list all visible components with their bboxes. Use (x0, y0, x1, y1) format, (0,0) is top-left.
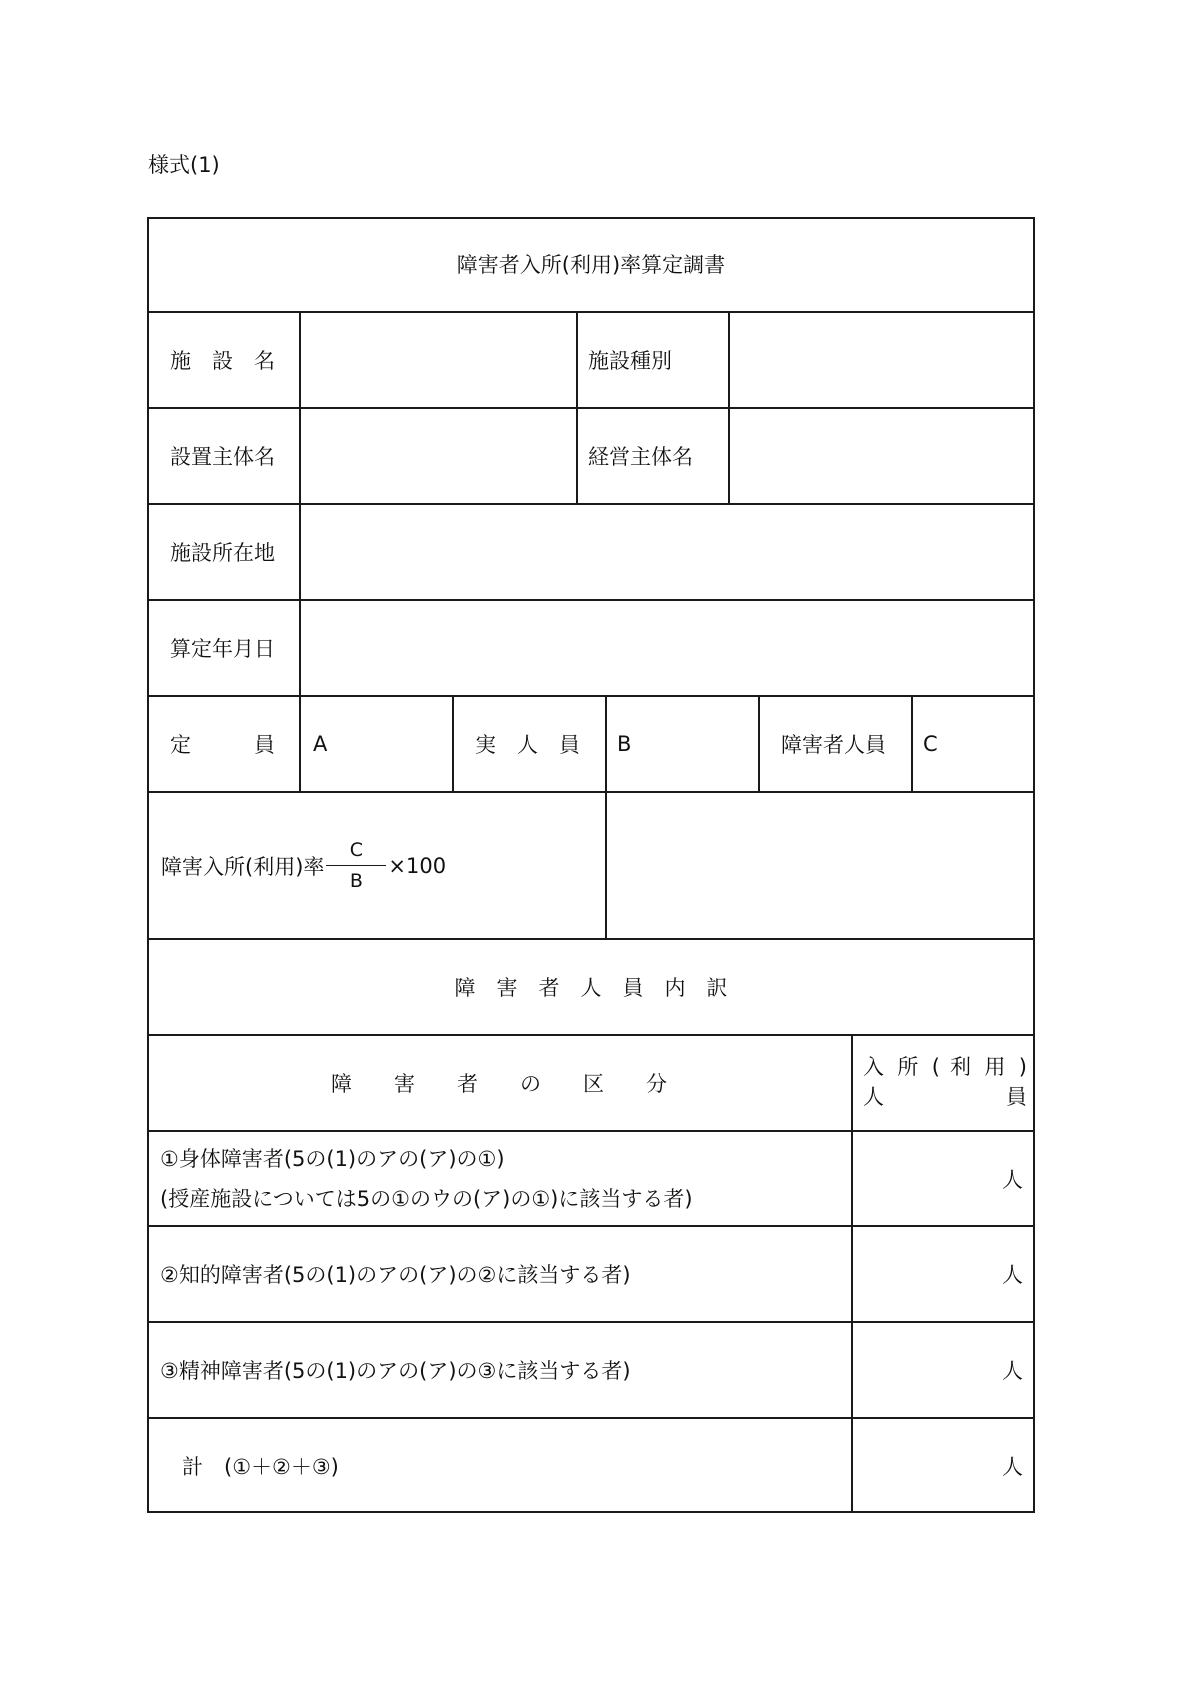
category-header: 障 害 者 の 区 分 (331, 1072, 667, 1096)
count-header-line2: 人 員 (863, 1085, 1027, 1109)
form-number-label: 様式(1) (148, 153, 220, 177)
operator-label: 経営主体名 (588, 445, 693, 469)
actual-count-value[interactable]: B (617, 732, 632, 756)
facility-name-field[interactable] (301, 313, 576, 407)
location-label: 施設所在地 (170, 541, 275, 565)
rate-numerator: C (349, 838, 364, 861)
capacity-label: 定 員 (170, 733, 275, 757)
item-1-count[interactable]: 人 (1002, 1167, 1023, 1192)
rate-label: 障害入所(利用)率 (161, 854, 325, 879)
establisher-field[interactable] (301, 409, 576, 503)
count-header-line1: 入 所 ( 利 用 ) (863, 1055, 1027, 1079)
breakdown-section-title: 障 害 者 人 員 内 訳 (454, 976, 728, 1000)
facility-name-label: 施 設 名 (170, 349, 275, 373)
item-1-line2: (授産施設については5の①のウの(ア)の①)に該当する者) (160, 1187, 693, 1211)
operator-field[interactable] (730, 409, 1035, 503)
disabled-count-label: 障害者人員 (781, 733, 886, 757)
fraction-bar (326, 865, 386, 867)
item-3-count[interactable]: 人 (1002, 1359, 1023, 1383)
rate-fraction (326, 839, 386, 893)
form-title: 障害者入所(利用)率算定調書 (456, 253, 726, 277)
rate-value-field[interactable] (607, 793, 1035, 938)
facility-type-field[interactable] (730, 313, 1035, 407)
establisher-label: 設置主体名 (170, 445, 275, 469)
calc-date-field[interactable] (301, 601, 1035, 695)
capacity-value[interactable]: A (313, 732, 328, 756)
item-1-line1: ①身体障害者(5の(1)のアの(ア)の①) (160, 1147, 505, 1171)
item-3-label: ③精神障害者(5の(1)のアの(ア)の③に該当する者) (160, 1359, 631, 1383)
location-field[interactable] (301, 505, 1035, 599)
total-label: 計 (①＋②＋③) (182, 1455, 339, 1479)
item-2-label: ②知的障害者(5の(1)のアの(ア)の②に該当する者) (160, 1263, 631, 1287)
item-2-count[interactable]: 人 (1002, 1263, 1023, 1287)
facility-type-label: 施設種別 (588, 349, 672, 373)
calc-date-label: 算定年月日 (170, 637, 275, 661)
rate-denominator: B (349, 870, 363, 893)
rate-formula (161, 793, 601, 938)
total-count[interactable]: 人 (1002, 1455, 1023, 1479)
actual-count-label: 実 人 員 (475, 733, 580, 757)
disabled-count-value[interactable]: C (923, 732, 938, 756)
rate-multiplier: ×100 (388, 853, 447, 878)
